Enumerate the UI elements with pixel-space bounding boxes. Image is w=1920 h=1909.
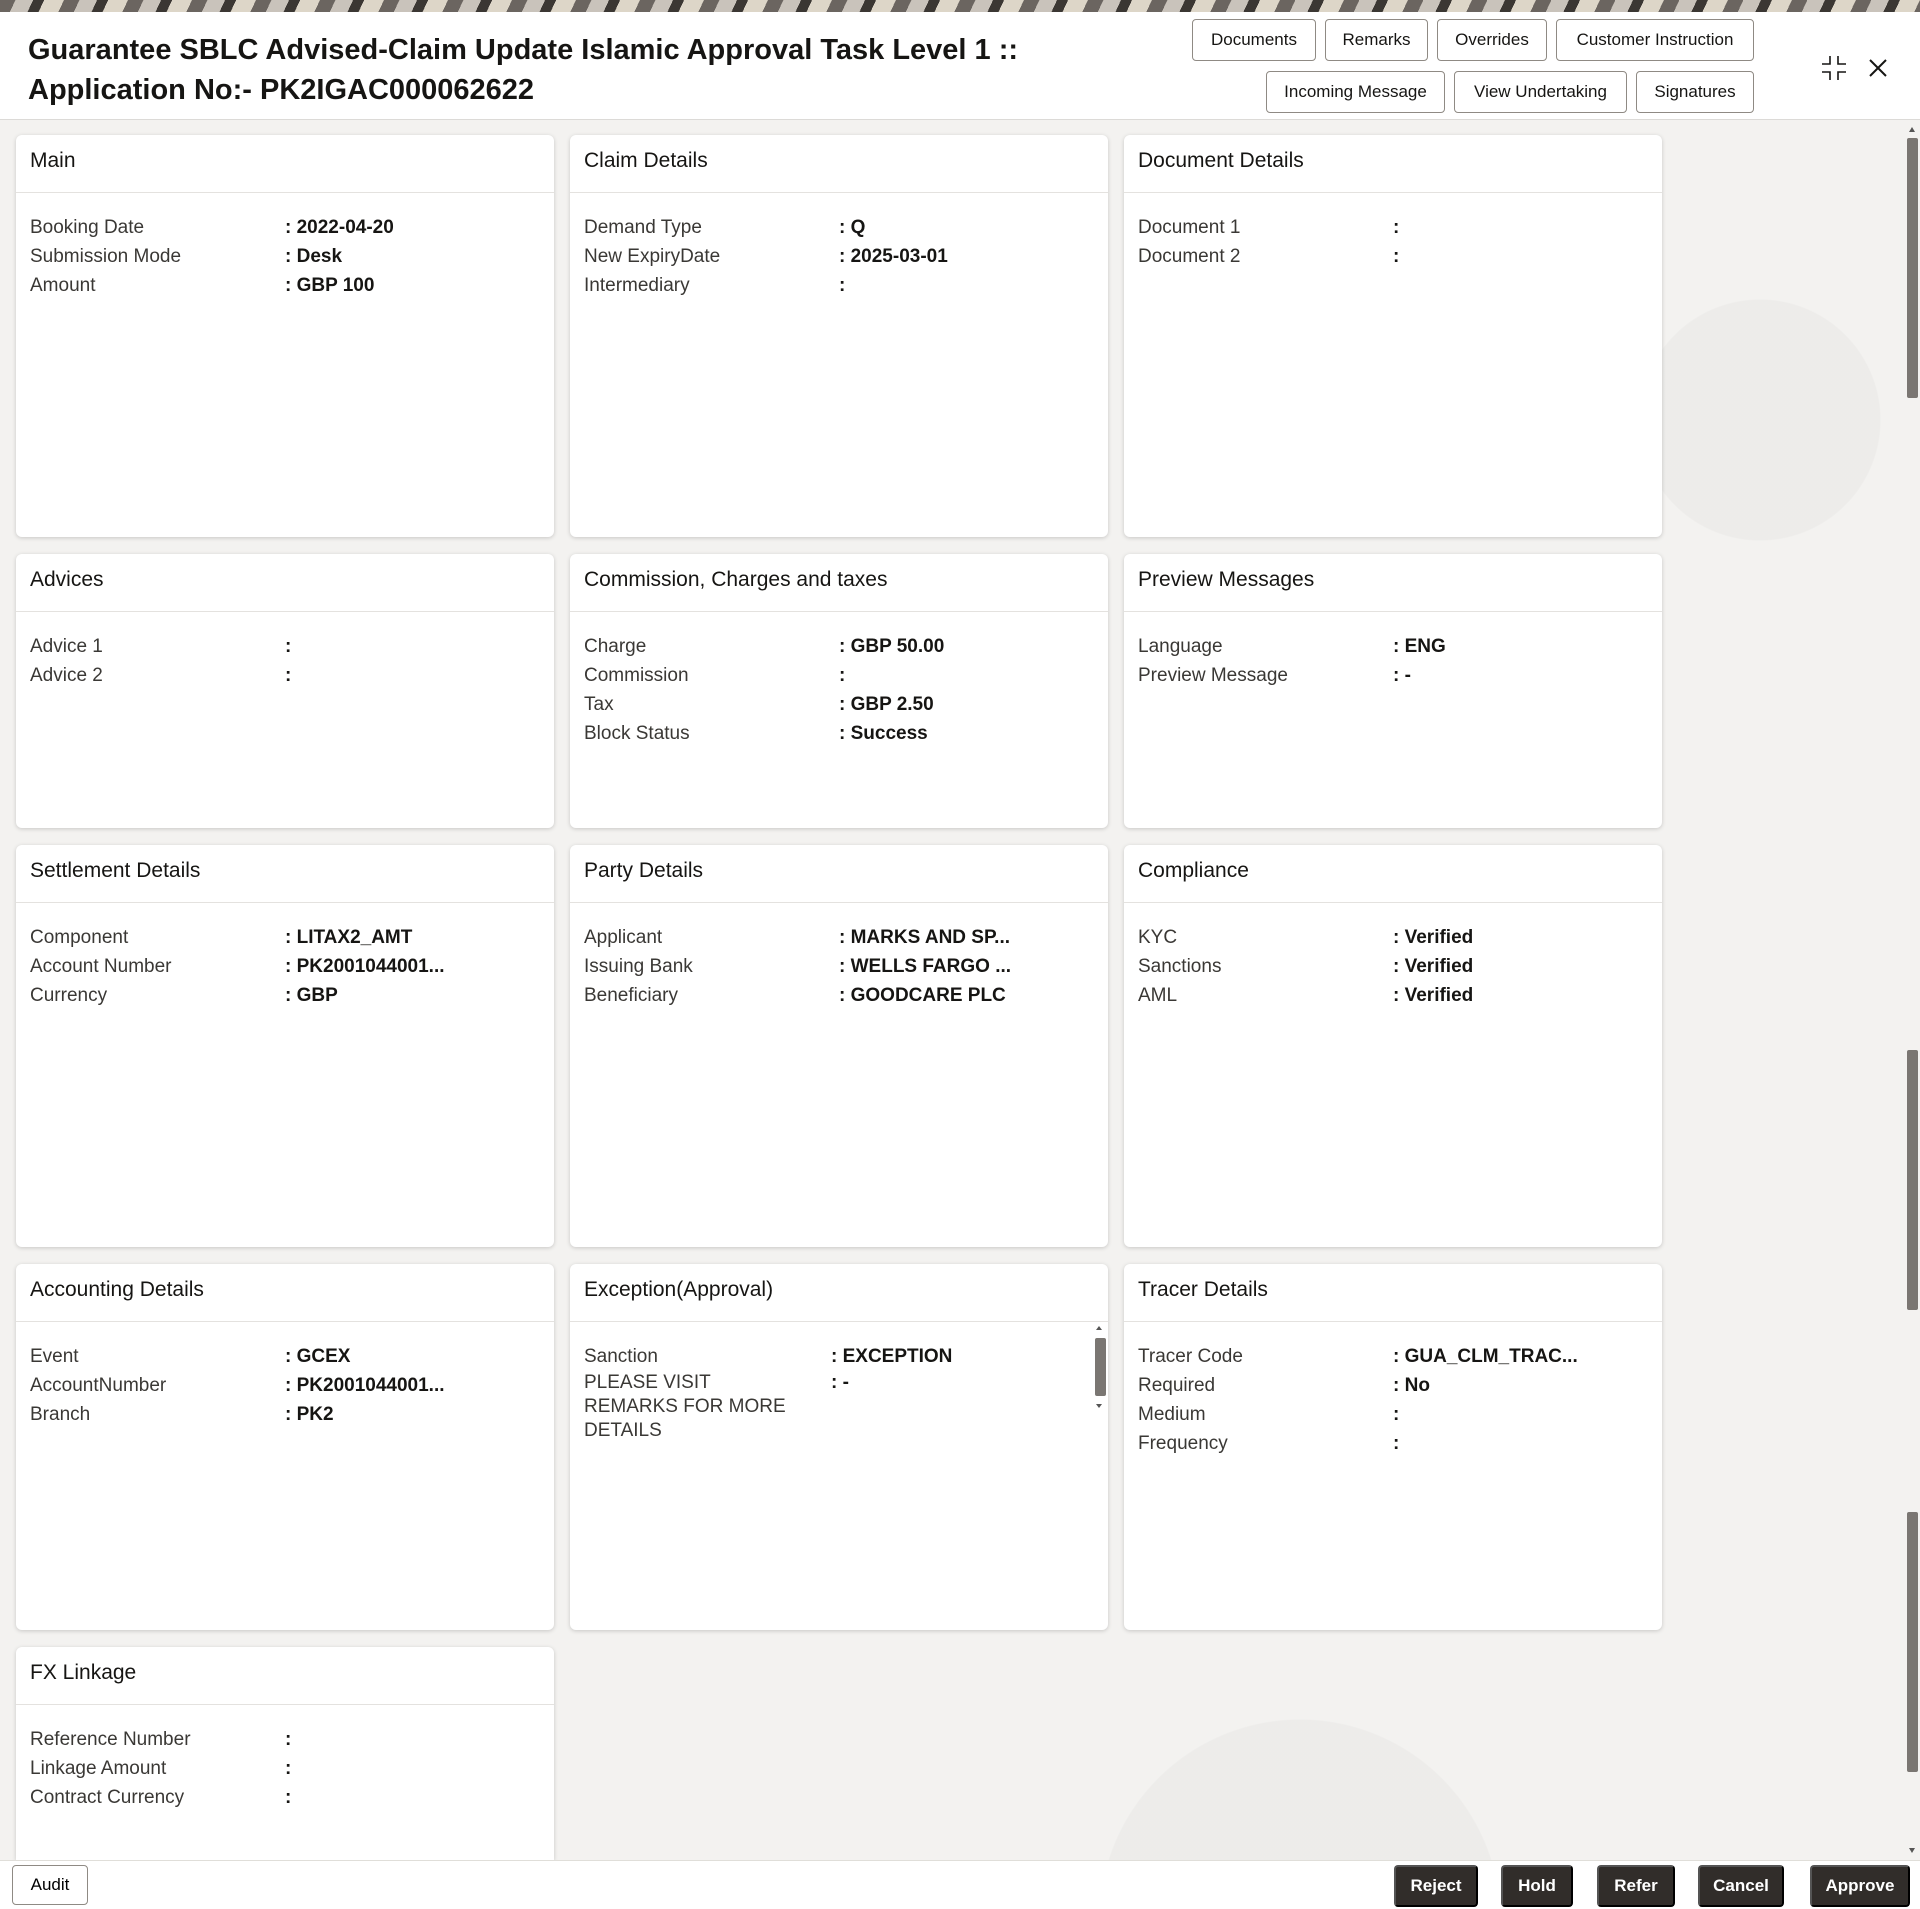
cancel-button[interactable]: Cancel	[1698, 1865, 1784, 1907]
field-value: :	[285, 1729, 292, 1750]
card-title: Exception(Approval)	[570, 1264, 1108, 1322]
field-value: : PK2001044001...	[285, 1375, 445, 1396]
detail-row	[584, 690, 1108, 719]
card-title: Preview Messages	[1124, 554, 1662, 612]
field-value: :	[1393, 1404, 1400, 1425]
accounting-details-card	[16, 1264, 554, 1630]
detail-row	[1138, 242, 1662, 271]
detail-row	[584, 242, 1108, 271]
field-value: : GUA_CLM_TRAC...	[1393, 1346, 1578, 1367]
field-value: : -	[831, 1372, 849, 1393]
detail-row	[584, 661, 1108, 690]
page-scroll-thumb-lower[interactable]	[1907, 1512, 1918, 1772]
field-value: : -	[1393, 665, 1411, 686]
field-label: Charge	[584, 636, 647, 657]
field-label: Tax	[584, 694, 614, 715]
party-details-card	[570, 845, 1108, 1247]
field-value: : WELLS FARGO ...	[839, 956, 1012, 977]
field-value: :	[1393, 217, 1400, 238]
field-label: Reference Number	[30, 1729, 191, 1750]
card-title: Accounting Details	[16, 1264, 554, 1322]
view-undertaking-button[interactable]: View Undertaking	[1454, 71, 1627, 113]
field-value: : Verified	[1393, 985, 1474, 1006]
detail-row	[584, 632, 1108, 661]
field-label: Beneficiary	[584, 985, 678, 1006]
field-value: : MARKS AND SP...	[839, 927, 1011, 948]
page-scroll-thumb-middle[interactable]	[1907, 1050, 1918, 1310]
field-value: : GBP	[285, 985, 338, 1006]
detail-row	[584, 1371, 1108, 1443]
top-banner-strip	[0, 0, 1920, 12]
page-title-line1: Guarantee SBLC Advised-Claim Update Islamic Approval Task Level 1 ::	[28, 34, 1019, 66]
main-card	[16, 135, 554, 537]
exception-approval-card	[570, 1264, 1108, 1630]
detail-row	[30, 632, 554, 661]
detail-row	[30, 981, 554, 1010]
field-label: Component	[30, 927, 129, 948]
detail-row	[30, 1342, 554, 1371]
close-icon[interactable]	[1866, 56, 1890, 85]
field-value: : Success	[839, 723, 928, 744]
field-value: :	[1393, 1433, 1400, 1454]
remarks-button[interactable]: Remarks	[1325, 19, 1428, 61]
settlement-details-card	[16, 845, 554, 1247]
field-value: : No	[1393, 1375, 1430, 1396]
detail-row	[30, 271, 554, 300]
page-header	[0, 12, 1920, 120]
field-label: Frequency	[1138, 1433, 1228, 1454]
exception-scroll-thumb[interactable]	[1095, 1338, 1106, 1396]
signatures-button[interactable]: Signatures	[1636, 71, 1754, 113]
card-title: FX Linkage	[16, 1647, 554, 1705]
field-value: : GBP 50.00	[839, 636, 945, 657]
field-value: : LITAX2_AMT	[285, 927, 413, 948]
audit-button[interactable]: Audit	[12, 1865, 88, 1905]
detail-row	[1138, 952, 1662, 981]
fx-linkage-card	[16, 1647, 554, 1860]
field-label: Commission	[584, 665, 689, 686]
field-label: Sanctions	[1138, 956, 1222, 977]
field-value: :	[285, 1758, 292, 1779]
detail-row	[1138, 1342, 1662, 1371]
field-value: :	[285, 1787, 292, 1808]
field-value: : EXCEPTION	[831, 1346, 953, 1367]
detail-row	[1138, 661, 1662, 690]
detail-row	[30, 1400, 554, 1429]
detail-row	[1138, 1400, 1662, 1429]
overrides-button[interactable]: Overrides	[1437, 19, 1547, 61]
document-details-card	[1124, 135, 1662, 537]
page-scroll-thumb-upper[interactable]	[1907, 138, 1918, 398]
field-label: AccountNumber	[30, 1375, 167, 1396]
card-title: Tracer Details	[1124, 1264, 1662, 1322]
card-title: Compliance	[1124, 845, 1662, 903]
card-title: Document Details	[1124, 135, 1662, 193]
field-label: PLEASE VISIT REMARKS FOR MORE DETAILS	[584, 1372, 786, 1441]
field-value: : PK2001044001...	[285, 956, 445, 977]
detail-row	[584, 1342, 1108, 1371]
incoming-message-button[interactable]: Incoming Message	[1266, 71, 1445, 113]
page-title	[28, 30, 1128, 110]
refer-button[interactable]: Refer	[1597, 1865, 1675, 1907]
field-label: Booking Date	[30, 217, 145, 238]
compliance-card	[1124, 845, 1662, 1247]
detail-row	[1138, 923, 1662, 952]
detail-row	[30, 213, 554, 242]
field-label: Tracer Code	[1138, 1346, 1243, 1367]
detail-row	[584, 923, 1108, 952]
field-label: Medium	[1138, 1404, 1206, 1425]
field-value: :	[839, 275, 846, 296]
page-title-line2: Application No:- PK2IGAC000062622	[28, 74, 535, 106]
card-title: Advices	[16, 554, 554, 612]
detail-row	[584, 271, 1108, 300]
field-value: : GBP 100	[285, 275, 375, 296]
field-label: Contract Currency	[30, 1787, 185, 1808]
field-label: AML	[1138, 985, 1178, 1006]
field-value: :	[839, 665, 846, 686]
detail-row	[30, 242, 554, 271]
field-value: : Verified	[1393, 956, 1474, 977]
field-value: : ENG	[1393, 636, 1446, 657]
detail-row	[584, 213, 1108, 242]
exception-scrollbar[interactable]	[1092, 1322, 1106, 1412]
field-value: : GBP 2.50	[839, 694, 934, 715]
field-label: Block Status	[584, 723, 690, 744]
card-title: Settlement Details	[16, 845, 554, 903]
field-label: Advice 1	[30, 636, 103, 657]
detail-row	[584, 719, 1108, 748]
field-label: Preview Message	[1138, 665, 1288, 686]
field-label: Submission Mode	[30, 246, 182, 267]
field-label: Currency	[30, 985, 108, 1006]
documents-button[interactable]: Documents	[1192, 19, 1316, 61]
detail-row	[30, 923, 554, 952]
card-title: Commission, Charges and taxes	[570, 554, 1108, 612]
page-scrollbar[interactable]	[1904, 120, 1920, 1860]
detail-row	[584, 952, 1108, 981]
field-value: :	[285, 665, 292, 686]
field-label: KYC	[1138, 927, 1178, 948]
customer-instruction-button[interactable]: Customer Instruction	[1556, 19, 1754, 61]
tracer-details-card	[1124, 1264, 1662, 1630]
field-value: : Verified	[1393, 927, 1474, 948]
field-label: Required	[1138, 1375, 1216, 1396]
commission-charges-card	[570, 554, 1108, 828]
field-label: Document 1	[1138, 217, 1241, 238]
field-label: Document 2	[1138, 246, 1241, 267]
field-label: Applicant	[584, 927, 663, 948]
card-title: Claim Details	[570, 135, 1108, 193]
field-label: New ExpiryDate	[584, 246, 721, 267]
detail-row	[1138, 1429, 1662, 1458]
field-value: : GOODCARE PLC	[839, 985, 1006, 1006]
claim-details-card	[570, 135, 1108, 537]
detail-row	[1138, 981, 1662, 1010]
collapse-icon[interactable]	[1820, 54, 1848, 87]
field-label: Issuing Bank	[584, 956, 693, 977]
field-value: : GCEX	[285, 1346, 351, 1367]
field-label: Sanction	[584, 1346, 658, 1367]
detail-row	[30, 1725, 554, 1754]
detail-row	[1138, 213, 1662, 242]
field-label: Advice 2	[30, 665, 103, 686]
field-label: Account Number	[30, 956, 172, 977]
card-title: Main	[16, 135, 554, 193]
field-label: Event	[30, 1346, 79, 1367]
detail-row	[584, 981, 1108, 1010]
field-value: :	[1393, 246, 1400, 267]
approve-button[interactable]: Approve	[1810, 1865, 1910, 1907]
hold-button[interactable]: Hold	[1501, 1865, 1573, 1907]
field-label: Amount	[30, 275, 96, 296]
field-label: Language	[1138, 636, 1223, 657]
field-label: Demand Type	[584, 217, 702, 238]
card-grid	[0, 120, 1904, 1860]
card-title: Party Details	[570, 845, 1108, 903]
field-value: : 2022-04-20	[285, 217, 394, 238]
reject-button[interactable]: Reject	[1394, 1865, 1478, 1907]
field-label: Linkage Amount	[30, 1758, 167, 1779]
field-value: : Desk	[285, 246, 343, 267]
field-value: : PK2	[285, 1404, 334, 1425]
detail-row	[30, 952, 554, 981]
action-footer	[0, 1860, 1920, 1909]
detail-row	[30, 661, 554, 690]
field-value: : 2025-03-01	[839, 246, 948, 267]
field-value: :	[285, 636, 292, 657]
field-label: Branch	[30, 1404, 91, 1425]
detail-row	[1138, 632, 1662, 661]
detail-row	[30, 1371, 554, 1400]
field-label: Intermediary	[584, 275, 690, 296]
detail-row	[1138, 1371, 1662, 1400]
detail-row	[30, 1754, 554, 1783]
detail-row	[30, 1783, 554, 1812]
advices-card	[16, 554, 554, 828]
preview-messages-card	[1124, 554, 1662, 828]
field-value: : Q	[839, 217, 866, 238]
